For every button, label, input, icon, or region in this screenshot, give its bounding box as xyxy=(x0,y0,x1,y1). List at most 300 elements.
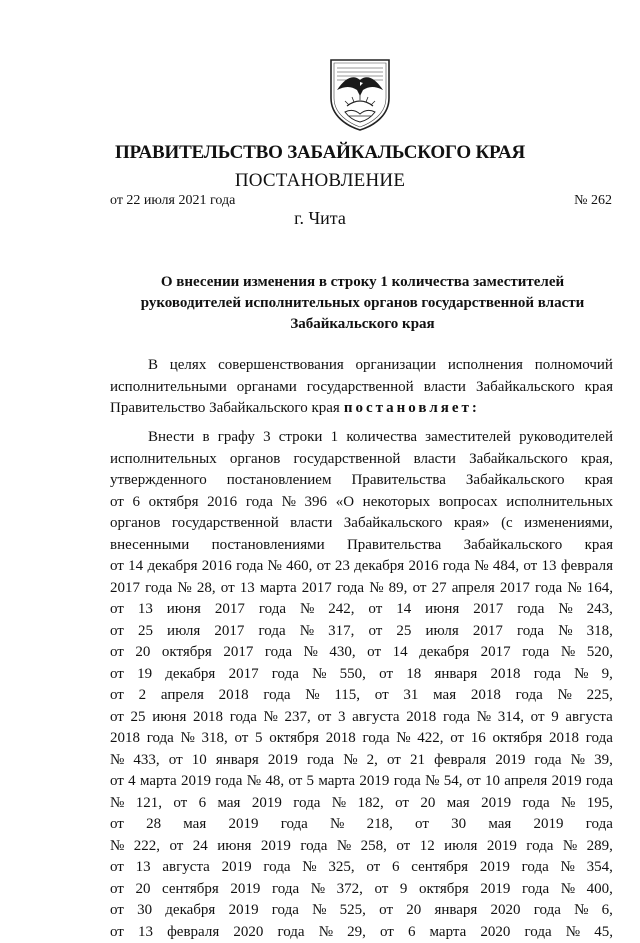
word: власти xyxy=(290,513,332,535)
word: исполнительными xyxy=(110,377,227,399)
word: 2016 xyxy=(408,556,438,578)
word: от xyxy=(368,599,382,621)
resolution-keyword: постановляет: xyxy=(344,398,480,420)
word: Забайкальского xyxy=(344,513,443,535)
word: «О xyxy=(336,492,354,514)
word: июля xyxy=(167,621,200,643)
paragraph-line xyxy=(110,879,613,901)
word: № xyxy=(477,707,491,729)
word: 2019 xyxy=(222,857,252,879)
word: 3 xyxy=(338,707,346,729)
word: 115, xyxy=(334,685,360,707)
word: года xyxy=(534,664,561,686)
word: 2019 xyxy=(261,836,291,858)
word: органов xyxy=(230,449,280,471)
word: 6 xyxy=(199,793,207,815)
word: 2019 xyxy=(487,836,517,858)
word: № xyxy=(369,578,383,600)
word: июня xyxy=(167,599,201,621)
word: 45, xyxy=(594,922,613,943)
word: января xyxy=(434,664,477,686)
word: от xyxy=(523,556,537,578)
word: апреля xyxy=(504,771,547,793)
word: 9 xyxy=(400,879,408,901)
word: 2019 xyxy=(359,771,389,793)
word: от xyxy=(110,879,124,901)
word: 14 xyxy=(393,642,408,664)
word: органами xyxy=(237,377,297,399)
word: года xyxy=(525,922,552,943)
word: № xyxy=(396,728,410,750)
word: 2020 xyxy=(480,922,510,943)
word: Забайкальского xyxy=(464,535,563,557)
word: декабря xyxy=(165,664,215,686)
word: года xyxy=(586,814,613,836)
word: № xyxy=(558,685,572,707)
word: 24 xyxy=(193,836,208,858)
word: № xyxy=(110,836,124,858)
paragraph-line xyxy=(110,621,613,643)
word: 2019 xyxy=(228,814,258,836)
preamble-paragraph xyxy=(110,355,613,420)
word: № xyxy=(177,578,191,600)
word: № xyxy=(337,836,351,858)
word: от xyxy=(450,728,464,750)
word: целях xyxy=(170,355,207,377)
word: 20 xyxy=(406,900,421,922)
word: 23 xyxy=(335,556,350,578)
coat-of-arms-emblem xyxy=(325,56,395,132)
word: 2017 xyxy=(110,578,140,600)
word: Забайкальского xyxy=(466,470,565,492)
word: от xyxy=(395,793,409,815)
word: от xyxy=(413,578,427,600)
word: 4 xyxy=(128,771,136,793)
word: 6 xyxy=(408,922,416,943)
word: года xyxy=(258,621,285,643)
word: года xyxy=(272,900,299,922)
word: 20 xyxy=(135,879,150,901)
word: года xyxy=(277,922,304,943)
word: количества xyxy=(346,427,417,449)
word: № xyxy=(305,685,319,707)
paragraph-line xyxy=(110,836,613,858)
word: года xyxy=(259,599,286,621)
word: марта xyxy=(260,578,297,600)
paragraph-line xyxy=(110,664,613,686)
word: года xyxy=(522,879,549,901)
word: государственной xyxy=(307,377,414,399)
word: 2017 xyxy=(473,599,503,621)
word: 13 xyxy=(136,857,151,879)
word: № xyxy=(343,750,357,772)
word: органов xyxy=(110,513,160,535)
word: 243, xyxy=(587,599,613,621)
word: 5 xyxy=(255,728,263,750)
word: 2017 xyxy=(302,578,332,600)
word: 182, xyxy=(357,793,383,815)
word: 6 xyxy=(392,857,400,879)
word: 2, xyxy=(367,750,378,772)
word: 2020 xyxy=(491,900,521,922)
word: года xyxy=(246,492,273,514)
word: года xyxy=(145,578,172,600)
word: года xyxy=(443,707,470,729)
word: от xyxy=(110,857,124,879)
word: мая xyxy=(433,685,456,707)
paragraph-line xyxy=(110,922,613,943)
word: 25 xyxy=(131,707,146,729)
word: от xyxy=(531,707,545,729)
word: 25 xyxy=(396,621,411,643)
word: исполнения xyxy=(448,355,523,377)
word: № xyxy=(563,836,577,858)
word: 2017 xyxy=(215,599,245,621)
word: от xyxy=(379,664,393,686)
word: 2018 xyxy=(491,664,521,686)
word: № xyxy=(319,922,333,943)
word: от xyxy=(387,750,401,772)
word: года xyxy=(300,836,327,858)
word: Правительства xyxy=(351,470,445,492)
word: года xyxy=(526,836,553,858)
word: от xyxy=(374,879,388,901)
word: от xyxy=(110,900,124,922)
word: 2018 xyxy=(219,685,249,707)
word: декабря xyxy=(354,556,404,578)
word: 2 xyxy=(139,685,147,707)
word: графу xyxy=(218,427,255,449)
word: 2020 xyxy=(233,922,263,943)
word: августа xyxy=(162,857,209,879)
document-type: ПОСТАНОВЛЕНИЕ xyxy=(0,170,640,192)
word: мая xyxy=(183,814,206,836)
word: 2018 xyxy=(326,728,356,750)
word: 372, xyxy=(337,879,363,901)
word: 2016 xyxy=(207,492,237,514)
word: 2019 xyxy=(552,771,582,793)
word: государственной xyxy=(294,449,401,471)
word: сентября xyxy=(162,879,219,901)
word: 2017 xyxy=(473,621,503,643)
paragraph-line xyxy=(110,427,613,449)
word: 54, xyxy=(444,771,463,793)
word: года xyxy=(272,879,299,901)
word: № xyxy=(300,599,314,621)
word: полномочий xyxy=(535,355,613,377)
word: года xyxy=(534,750,561,772)
word: 13 xyxy=(542,556,557,578)
word: постановлением xyxy=(227,470,332,492)
word: 9 xyxy=(551,707,559,729)
word: власти xyxy=(424,377,466,399)
word: августа xyxy=(352,707,399,729)
word: 218, xyxy=(367,814,393,836)
word: № xyxy=(300,621,314,643)
paragraph-line xyxy=(110,355,613,377)
word: № xyxy=(330,814,344,836)
word: 12 xyxy=(420,836,435,858)
word: от xyxy=(221,578,235,600)
word: 460, xyxy=(286,556,312,578)
word: № xyxy=(561,857,575,879)
word: от xyxy=(110,771,124,793)
word: № xyxy=(571,750,585,772)
word: 30 xyxy=(451,814,466,836)
subject-line: Забайкальского края xyxy=(110,314,615,335)
word: 89, xyxy=(389,578,408,600)
word: № xyxy=(181,728,195,750)
word: года xyxy=(236,556,263,578)
word: заместителей xyxy=(425,427,511,449)
word: 2018 xyxy=(406,707,436,729)
word: 550, xyxy=(340,664,366,686)
word: октября xyxy=(492,728,542,750)
word: марта xyxy=(140,771,177,793)
word: организации xyxy=(356,355,437,377)
word: года xyxy=(215,771,242,793)
word: № xyxy=(311,879,325,901)
word: в xyxy=(202,427,209,449)
word: от xyxy=(368,621,382,643)
word: февраля xyxy=(167,922,219,943)
word: от xyxy=(110,621,124,643)
word: от xyxy=(367,642,381,664)
paragraph-line xyxy=(110,398,613,420)
word: № xyxy=(264,707,278,729)
paragraph-line xyxy=(110,857,613,879)
word: июля xyxy=(426,621,459,643)
word: 2019 xyxy=(480,857,510,879)
word: декабря xyxy=(165,900,215,922)
word: 3 xyxy=(263,427,271,449)
word: 16 xyxy=(471,728,486,750)
word: 28 xyxy=(146,814,161,836)
word: мая xyxy=(447,793,470,815)
word: марта xyxy=(430,922,467,943)
word: края xyxy=(585,377,613,399)
word: 21 xyxy=(410,750,425,772)
word: № xyxy=(561,642,575,664)
word: 2018 xyxy=(549,728,579,750)
word: от xyxy=(366,857,380,879)
word: 225, xyxy=(587,685,613,707)
word: февраля xyxy=(434,750,486,772)
line-text: Правительство Забайкальского края xyxy=(110,398,340,420)
word: исполнительных xyxy=(506,492,613,514)
word: года xyxy=(272,664,299,686)
word: года xyxy=(293,793,320,815)
word: 39, xyxy=(594,750,613,772)
word: от xyxy=(467,771,481,793)
word: вопросах xyxy=(439,492,498,514)
paragraph-line xyxy=(110,728,613,750)
word: года xyxy=(522,857,549,879)
word: № xyxy=(332,793,346,815)
word: 258, xyxy=(361,836,387,858)
word: постановлениями xyxy=(212,535,325,557)
word: от xyxy=(110,922,124,943)
word: года xyxy=(147,728,174,750)
word: Забайкальского xyxy=(469,449,568,471)
word: октября xyxy=(419,879,469,901)
paragraph-line xyxy=(110,470,613,492)
word: 318, xyxy=(587,621,613,643)
word: от xyxy=(169,836,183,858)
word: 27 xyxy=(432,578,447,600)
word: № xyxy=(110,750,124,772)
word: № xyxy=(561,793,575,815)
document-city: г. Чита xyxy=(0,208,640,229)
word: 9, xyxy=(602,664,613,686)
word: 2016 xyxy=(202,556,232,578)
word: года xyxy=(535,578,562,600)
word: власти xyxy=(414,449,456,471)
word: 2018 xyxy=(193,707,223,729)
word: мая xyxy=(488,814,511,836)
word: от xyxy=(110,707,124,729)
word: от xyxy=(110,556,124,578)
paragraph-line xyxy=(110,377,613,399)
word: 430, xyxy=(329,642,355,664)
word: утвержденного xyxy=(110,470,207,492)
word: № xyxy=(312,900,326,922)
word: Забайкальского xyxy=(476,377,575,399)
word: июня xyxy=(217,836,251,858)
word: 2019 xyxy=(268,750,298,772)
word: 13 xyxy=(240,578,255,600)
word: июня xyxy=(425,599,459,621)
word: края» xyxy=(454,513,490,535)
word: 20 xyxy=(135,642,150,664)
word: от xyxy=(110,814,124,836)
word: 14 xyxy=(396,599,411,621)
word: 5 xyxy=(307,771,315,793)
word: 6, xyxy=(602,900,613,922)
word: 242, xyxy=(328,599,354,621)
word: строки xyxy=(279,427,323,449)
word: края xyxy=(585,535,613,557)
word: 25 xyxy=(138,621,153,643)
word: года xyxy=(394,771,421,793)
word: июня xyxy=(152,707,186,729)
word: от xyxy=(173,793,187,815)
paragraph-line xyxy=(110,793,613,815)
word: от xyxy=(317,556,331,578)
word: года xyxy=(265,642,292,664)
word: 28, xyxy=(197,578,216,600)
word: 2019 xyxy=(534,814,564,836)
paragraph-line xyxy=(110,771,613,793)
word: апреля xyxy=(452,578,495,600)
document-date: от 22 июля 2021 года xyxy=(110,193,235,209)
paragraph-line xyxy=(110,642,613,664)
word: некоторых xyxy=(363,492,430,514)
word: 317, xyxy=(328,621,354,643)
word: 2017 xyxy=(229,664,259,686)
word: 13 xyxy=(138,599,153,621)
word: от xyxy=(396,836,410,858)
word: года xyxy=(517,621,544,643)
word: № xyxy=(312,664,326,686)
word: года xyxy=(307,750,334,772)
word: 354, xyxy=(587,857,613,879)
word: 10 xyxy=(485,771,500,793)
paragraph-line xyxy=(110,750,613,772)
word: Правительства xyxy=(347,535,441,557)
word: марта xyxy=(318,771,355,793)
word: мая xyxy=(217,793,240,815)
subject-line: руководителей исполнительных органов государственной власти xyxy=(110,293,615,314)
word: 19 xyxy=(137,664,152,686)
paragraph-line xyxy=(110,578,613,600)
word: № xyxy=(247,771,261,793)
paragraph-line xyxy=(110,513,613,535)
word: от xyxy=(110,492,124,514)
word: года xyxy=(263,685,290,707)
word: от xyxy=(380,922,394,943)
paragraph-line xyxy=(110,900,613,922)
word: края xyxy=(585,470,613,492)
word: года xyxy=(230,707,257,729)
word: 48, xyxy=(265,771,284,793)
word: 2019 xyxy=(181,771,211,793)
word: 2019 xyxy=(230,879,260,901)
word: № xyxy=(574,664,588,686)
word: Внести xyxy=(148,427,194,449)
subject-line: О внесении изменения в строку 1 количества заместителей xyxy=(110,272,615,293)
word: № xyxy=(304,642,318,664)
word: года xyxy=(281,814,308,836)
word: октября xyxy=(149,492,199,514)
word: от xyxy=(110,664,124,686)
word: 6 xyxy=(133,492,141,514)
word: от xyxy=(379,900,393,922)
word: августа xyxy=(565,707,612,729)
word: года xyxy=(586,771,613,793)
word: № xyxy=(558,621,572,643)
word: декабря xyxy=(419,642,469,664)
word: № xyxy=(268,556,282,578)
word: 2019 xyxy=(495,750,525,772)
word: года xyxy=(534,900,561,922)
word: года xyxy=(586,728,613,750)
word: 318, xyxy=(202,728,228,750)
word: года xyxy=(337,578,364,600)
word: № xyxy=(474,556,488,578)
word: октября xyxy=(162,642,212,664)
word: 30 xyxy=(137,900,152,922)
word: В xyxy=(148,355,158,377)
word: декабря xyxy=(147,556,197,578)
word: № xyxy=(425,771,439,793)
word: января xyxy=(434,900,477,922)
word: совершенствования xyxy=(218,355,344,377)
word: 433, xyxy=(133,750,159,772)
word: февраля xyxy=(561,556,613,578)
word: № xyxy=(558,599,572,621)
word: 422, xyxy=(417,728,443,750)
word: № xyxy=(110,793,124,815)
word: № xyxy=(302,857,316,879)
word: 237, xyxy=(285,707,311,729)
paragraph-line xyxy=(110,707,613,729)
word: государственной xyxy=(172,513,279,535)
word: 2017 xyxy=(214,621,244,643)
word: года xyxy=(522,793,549,815)
paragraph-line xyxy=(110,535,613,557)
paragraph-line xyxy=(110,556,613,578)
